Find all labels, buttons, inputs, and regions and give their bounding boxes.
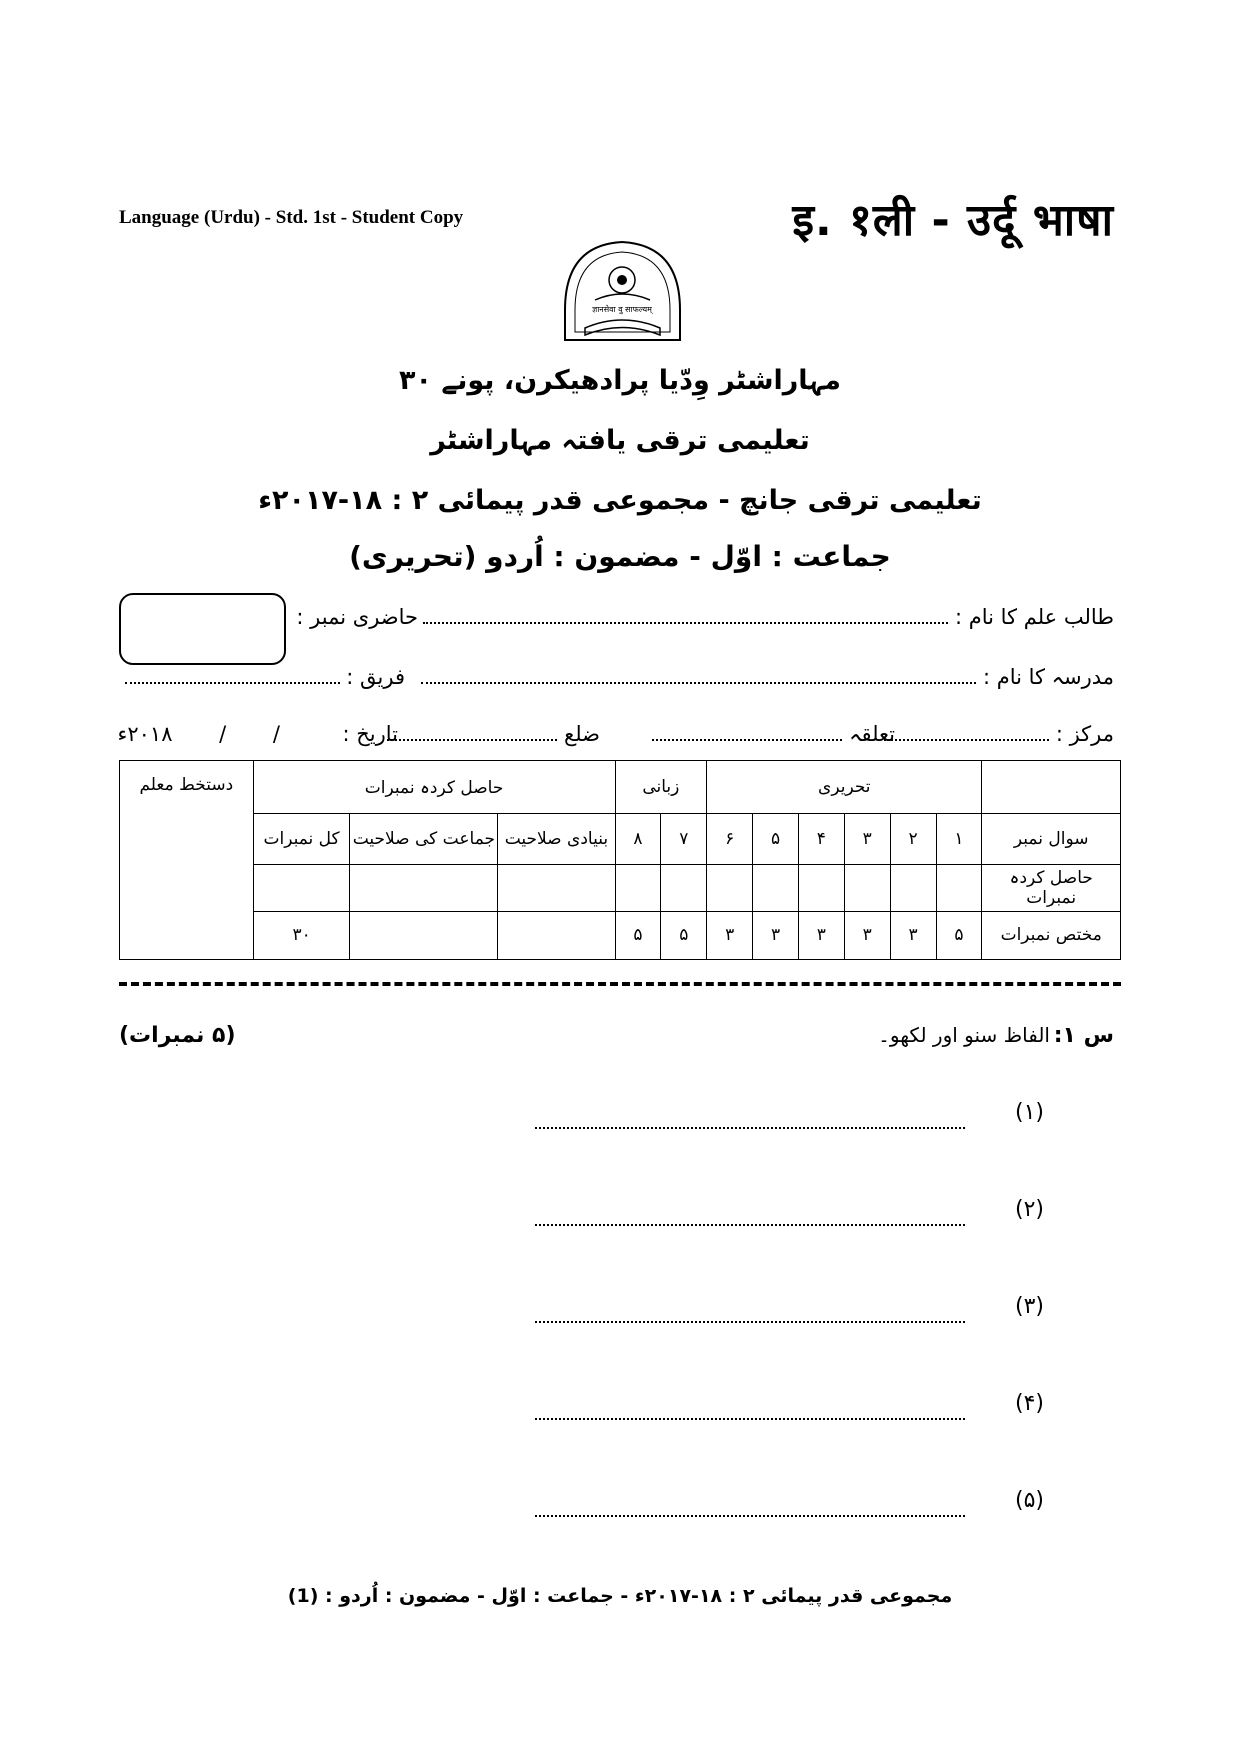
answer-number-3: (۳) bbox=[1015, 1294, 1044, 1319]
class-skill-cell[interactable] bbox=[350, 864, 498, 911]
answer-line-1[interactable] bbox=[535, 1127, 965, 1129]
allotted-mark: ۳ bbox=[890, 911, 936, 959]
board-title: مہاراشٹر وِدّیا پرادھیکرن، پونے ۳۰ bbox=[399, 365, 841, 396]
question1-label: س ۱: bbox=[1053, 1023, 1114, 1048]
allotted-mark: ۳ bbox=[844, 911, 890, 959]
obtained-cell[interactable] bbox=[844, 864, 890, 911]
answer-line-5[interactable] bbox=[535, 1515, 965, 1517]
taluka-label: تعلقہ bbox=[849, 722, 895, 746]
section-divider bbox=[119, 982, 1121, 986]
answer-number-2: (۲) bbox=[1015, 1197, 1044, 1222]
obtained-cell[interactable] bbox=[798, 864, 844, 911]
question-number: ۶ bbox=[707, 814, 753, 864]
district-line[interactable] bbox=[387, 733, 557, 741]
header-english: Language (Urdu) - Std. 1st - Student Copy bbox=[119, 207, 464, 228]
allotted-mark: ۳ bbox=[798, 911, 844, 959]
row-label-allotted: مختص نمبرات bbox=[982, 911, 1121, 959]
question-number: ۴ bbox=[798, 814, 844, 864]
allotted-mark: ۳ bbox=[753, 911, 799, 959]
taluka-line[interactable] bbox=[652, 733, 842, 741]
total-allotted-mark: ۳۰ bbox=[253, 911, 350, 959]
allotted-mark: ۵ bbox=[615, 911, 661, 959]
allotted-mark: ۳ bbox=[707, 911, 753, 959]
question-number: ۵ bbox=[753, 814, 799, 864]
total-obtained-cell[interactable] bbox=[253, 864, 350, 911]
student-name-field bbox=[423, 605, 1114, 629]
student-name-label: طالب علم کا نام : bbox=[954, 605, 1114, 629]
centre-field bbox=[884, 722, 1114, 746]
school-name-field bbox=[421, 665, 1114, 689]
row-label-obtained: حاصل کردہ نمبرات bbox=[982, 864, 1121, 911]
school-name-line[interactable] bbox=[421, 676, 976, 684]
basic-skill-header: بنیادی صلاحیت bbox=[498, 814, 615, 864]
answer-number-4: (۴) bbox=[1015, 1391, 1044, 1416]
obtained-cell[interactable] bbox=[707, 864, 753, 911]
header-marathi: इ. १ली - उर्दू भाषा bbox=[792, 195, 1114, 246]
board-logo bbox=[555, 240, 690, 350]
district-field bbox=[387, 722, 600, 746]
taluka-field bbox=[652, 722, 895, 746]
district-label: ضلع bbox=[564, 722, 600, 746]
date-label: تاریخ : bbox=[342, 722, 398, 746]
total-marks-header: کل نمبرات bbox=[253, 814, 350, 864]
basic-skill-allotted bbox=[498, 911, 615, 959]
question-number: ۲ bbox=[890, 814, 936, 864]
question1-marks: (۵ نمبرات) bbox=[119, 1023, 236, 1048]
obtained-cell[interactable] bbox=[890, 864, 936, 911]
table-corner-cell bbox=[982, 761, 1121, 814]
roll-number-label: حاضری نمبر : bbox=[296, 605, 418, 629]
student-name-line[interactable] bbox=[423, 616, 948, 624]
board-subtitle: تعلیمی ترقی یافتہ مہاراشٹر bbox=[430, 425, 810, 456]
answer-number-5: (۵) bbox=[1015, 1488, 1044, 1513]
basic-skill-cell[interactable] bbox=[498, 864, 615, 911]
answer-number-1: (۱) bbox=[1015, 1100, 1044, 1125]
obtained-cell[interactable] bbox=[936, 864, 982, 911]
division-label: فریق : bbox=[346, 665, 405, 689]
obtained-group-header: حاصل کردہ نمبرات bbox=[253, 761, 615, 814]
roll-number-box[interactable] bbox=[119, 593, 286, 665]
answer-line-2[interactable] bbox=[535, 1224, 965, 1226]
answer-line-3[interactable] bbox=[535, 1321, 965, 1323]
centre-label: مرکز : bbox=[1055, 722, 1114, 746]
question1-text: الفاظ سنو اور لکھو۔ bbox=[878, 1023, 1050, 1047]
marks-table bbox=[119, 760, 1121, 960]
answer-line-4[interactable] bbox=[535, 1418, 965, 1420]
question-number: ۷ bbox=[661, 814, 707, 864]
centre-line[interactable] bbox=[884, 733, 1049, 741]
question-number: ۳ bbox=[844, 814, 890, 864]
obtained-cell[interactable] bbox=[753, 864, 799, 911]
obtained-cell[interactable] bbox=[661, 864, 707, 911]
oral-group-header: زبانی bbox=[615, 761, 707, 814]
date-value[interactable]: / / ۲۰۱۸ء bbox=[117, 722, 280, 746]
exam-title: تعلیمی ترقی جانچ - مجموعی قدر پیمائی ۲ : ۱۸-۲۰۱۷ء bbox=[258, 485, 982, 516]
allotted-mark: ۵ bbox=[661, 911, 707, 959]
division-field bbox=[125, 665, 405, 689]
page-footer: مجموعی قدر پیمائی ۲ : ۱۸-۲۰۱۷ء - جماعت : اوّل - مضمون : اُردو : (1) bbox=[287, 1585, 953, 1607]
class-skill-header: جماعت کی صلاحیت bbox=[350, 814, 498, 864]
school-name-label: مدرسہ کا نام : bbox=[982, 665, 1114, 689]
teacher-sign-header: دستخط معلم bbox=[120, 761, 254, 960]
class-subject: جماعت : اوّل - مضمون : اُردو (تحریری) bbox=[349, 540, 891, 573]
class-skill-allotted bbox=[350, 911, 498, 959]
question-number: ۸ bbox=[615, 814, 661, 864]
logo-motto: ज्ञानसेवा वु साफल्यम् bbox=[592, 305, 652, 314]
allotted-mark: ۵ bbox=[936, 911, 982, 959]
obtained-cell[interactable] bbox=[615, 864, 661, 911]
question-number: ۱ bbox=[936, 814, 982, 864]
row-label-question: سوال نمبر bbox=[982, 814, 1121, 864]
division-line[interactable] bbox=[125, 676, 340, 684]
written-group-header: تحریری bbox=[707, 761, 982, 814]
